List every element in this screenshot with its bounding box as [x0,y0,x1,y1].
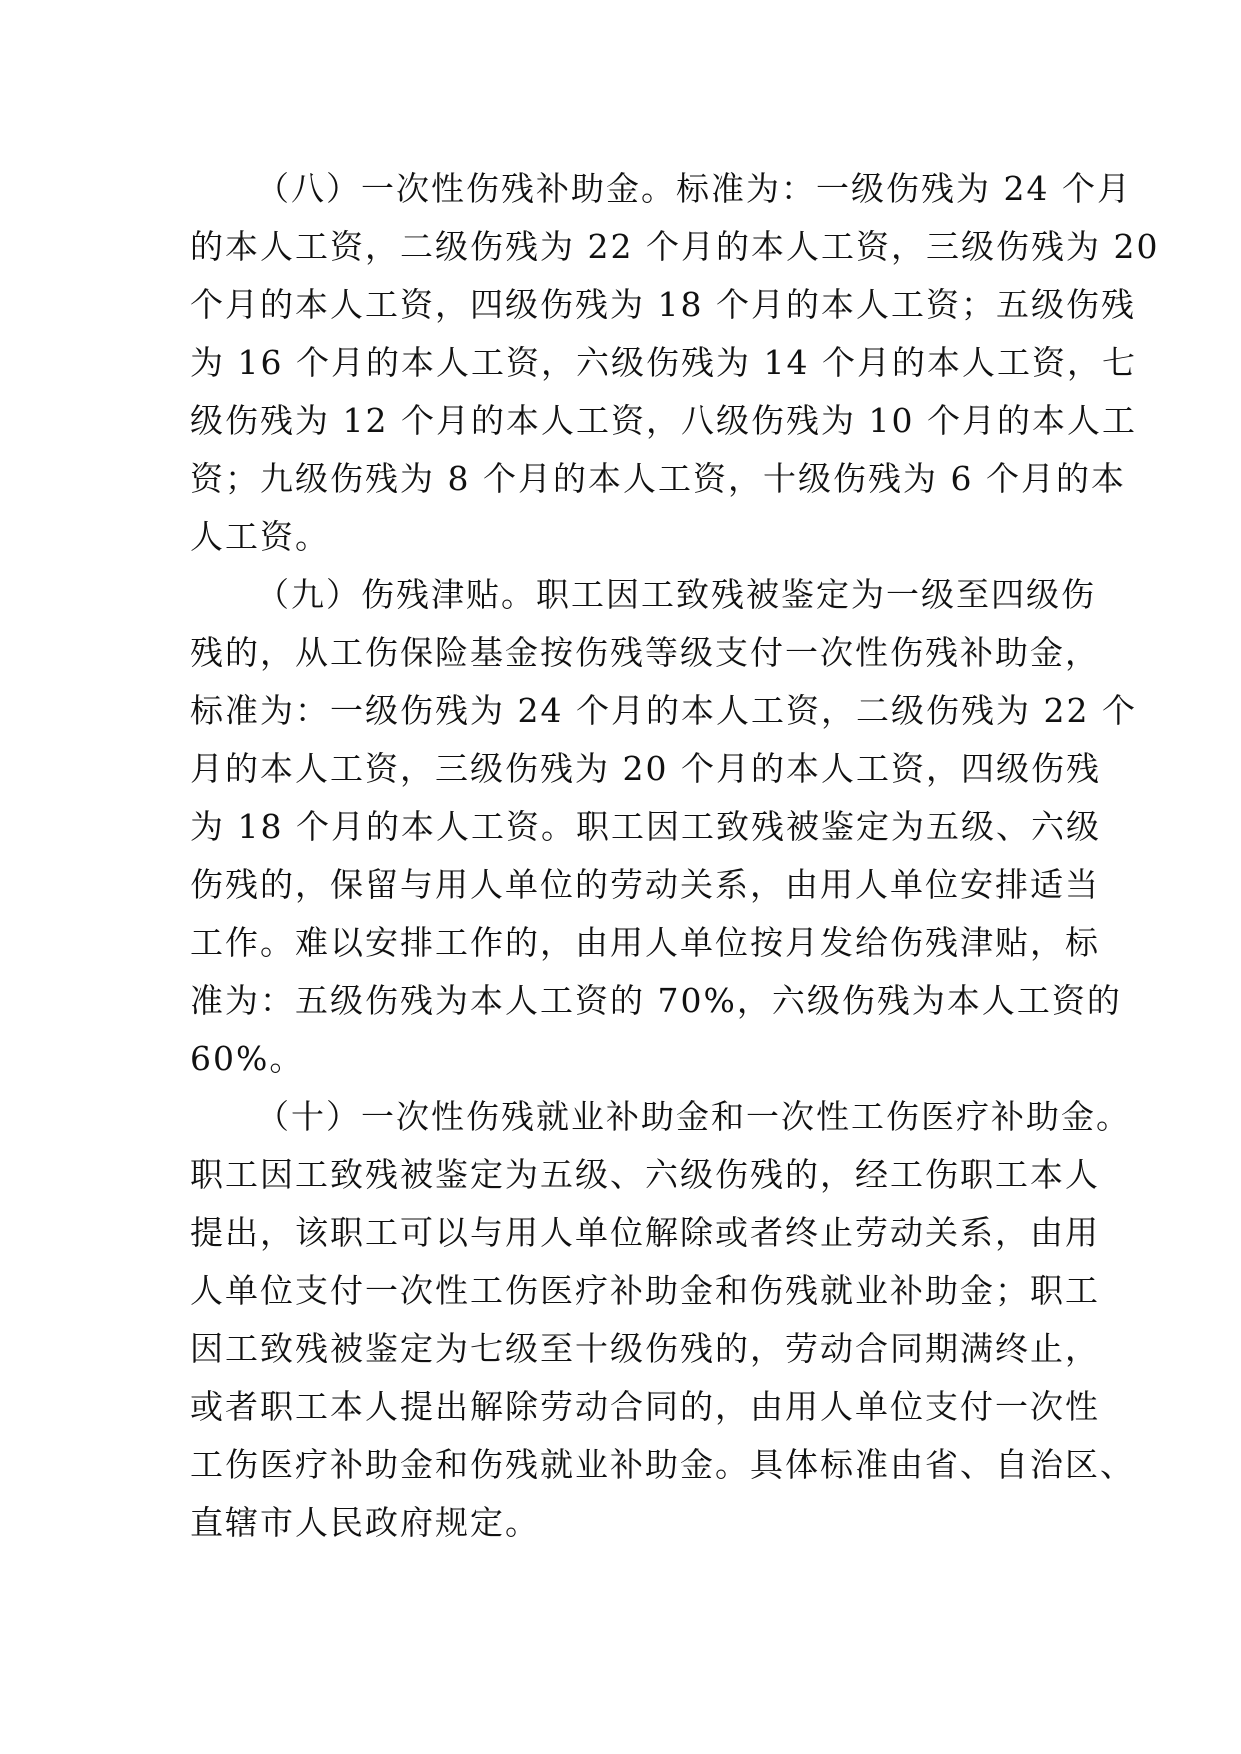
text-line: 为 16 个月的本人工资，六级伤残为 14 个月的本人工资，七 [190,343,1137,382]
text-line: 因工致残被鉴定为七级至十级伤残的，劳动合同期满终止， [190,1329,1100,1368]
text-line: 或者职工本人提出解除劳动合同的，由用人单位支付一次性 [190,1387,1100,1426]
text-line: 伤残的，保留与用人单位的劳动关系，由用人单位安排适当 [190,865,1100,904]
text-line: 的本人工资，二级伤残为 22 个月的本人工资，三级伤残为 20 [190,227,1160,266]
text-line: （八）一次性伤残补助金。标准为：一级伤残为 24 个月 [256,169,1132,208]
text-line: 残的，从工伤保险基金按伤残等级支付一次性伤残补助金， [190,633,1100,672]
text-line: 工作。难以安排工作的，由用人单位按月发给伤残津贴，标 [190,923,1100,962]
text-line: 人单位支付一次性工伤医疗补助金和伤残就业补助金；职工 [190,1271,1100,1310]
paragraph-clause-9 [190,566,1137,1088]
text-line: （十）一次性伤残就业补助金和一次性工伤医疗补助金。 [256,1097,1131,1136]
text-line: 工伤医疗补助金和伤残就业补助金。具体标准由省、自治区、 [190,1445,1135,1484]
text-line: 个月的本人工资，四级伤残为 18 个月的本人工资；五级伤残 [190,285,1136,324]
text-line: 直辖市人民政府规定。 [190,1503,540,1542]
text-line: 为 18 个月的本人工资。职工因工致残被鉴定为五级、六级 [190,807,1101,846]
document-body [190,160,1160,1552]
text-line: （九）伤残津贴。职工因工致残被鉴定为一级至四级伤 [256,575,1096,614]
text-line: 人工资。 [190,517,330,556]
text-line: 月的本人工资，三级伤残为 20 个月的本人工资，四级伤残 [190,749,1101,788]
paragraph-clause-10 [190,1088,1135,1552]
text-line: 准为：五级伤残为本人工资的 70%，六级伤残为本人工资的 [190,981,1122,1020]
text-line: 职工因工致残被鉴定为五级、六级伤残的，经工伤职工本人 [190,1155,1100,1194]
text-line: 提出，该职工可以与用人单位解除或者终止劳动关系，由用 [190,1213,1100,1252]
paragraph-clause-8 [190,160,1160,566]
text-line: 级伤残为 12 个月的本人工资，八级伤残为 10 个月的本人工 [190,401,1137,440]
text-line: 60%。 [190,1039,305,1078]
text-line: 标准为：一级伤残为 24 个月的本人工资，二级伤残为 22 个 [190,691,1137,730]
text-line: 资；九级伤残为 8 个月的本人工资，十级伤残为 6 个月的本 [190,459,1126,498]
